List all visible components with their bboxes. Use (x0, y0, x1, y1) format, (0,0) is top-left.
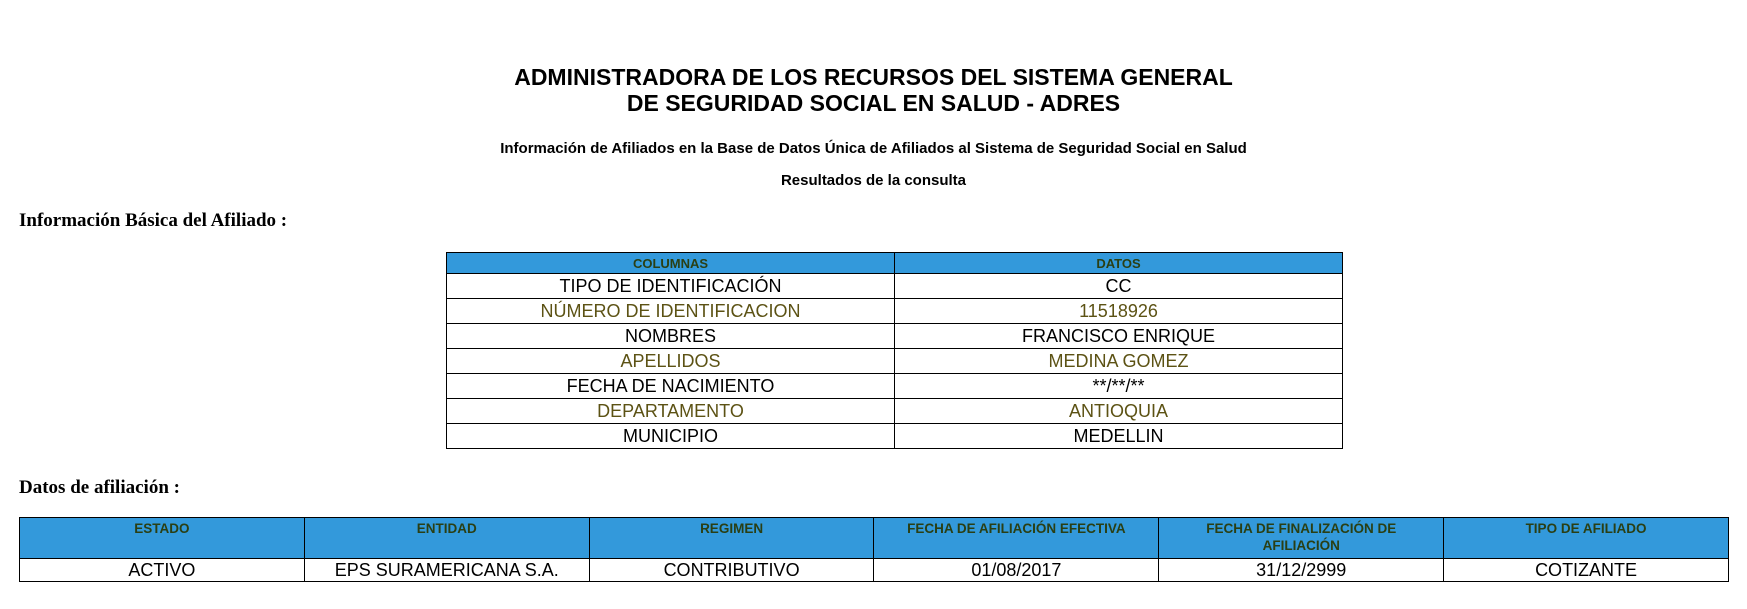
table-row (447, 299, 1343, 324)
row-label: NÚMERO DE IDENTIFICACION (447, 299, 895, 324)
tipo-afiliado-cell: COTIZANTE (1444, 559, 1729, 582)
row-label: APELLIDOS (447, 349, 895, 374)
column-header-estado: ESTADO (20, 518, 305, 559)
column-header-fecha-afiliacion: FECHA DE AFILIACIÓN EFECTIVA (874, 518, 1159, 559)
row-value: FRANCISCO ENRIQUE (895, 324, 1343, 349)
basic-info-table (446, 252, 1343, 449)
row-value: 11518926 (895, 299, 1343, 324)
table-row (447, 349, 1343, 374)
column-header-fecha-finalizacion: FECHA DE FINALIZACIÓN DE AFILIACIÓN (1159, 518, 1444, 559)
fecha-afiliacion-cell: 01/08/2017 (874, 559, 1159, 582)
column-header-datos: DATOS (895, 253, 1343, 274)
row-label: MUNICIPIO (447, 424, 895, 449)
fecha-finalizacion-cell: 31/12/2999 (1159, 559, 1444, 582)
affiliation-table (19, 517, 1729, 582)
table-row (20, 559, 1729, 582)
row-label: TIPO DE IDENTIFICACIÓN (447, 274, 895, 299)
table-row (447, 274, 1343, 299)
column-header-entidad: ENTIDAD (304, 518, 589, 559)
row-value: CC (895, 274, 1343, 299)
basic-info-section-title: Información Básica del Afiliado : (19, 210, 288, 231)
title-line-2: DE SEGURIDAD SOCIAL EN SALUD - ADRES (626, 90, 1121, 116)
row-value: ANTIOQUIA (895, 399, 1343, 424)
row-label: DEPARTAMENTO (447, 399, 895, 424)
table-row (447, 374, 1343, 399)
table-header-row (20, 518, 1729, 559)
table-row (447, 324, 1343, 349)
row-value: MEDELLIN (895, 424, 1343, 449)
row-value: MEDINA GOMEZ (895, 349, 1343, 374)
table-row (447, 399, 1343, 424)
title-line-1: ADMINISTRADORA DE LOS RECURSOS DEL SISTEMA GENERAL (514, 64, 1233, 90)
row-label: NOMBRES (447, 324, 895, 349)
table-header-row (447, 253, 1343, 274)
estado-cell: ACTIVO (20, 559, 305, 582)
column-header-tipo-afiliado: TIPO DE AFILIADO (1444, 518, 1729, 559)
column-header-columnas: COLUMNAS (447, 253, 895, 274)
row-value: **/**/** (895, 374, 1343, 399)
page-header (0, 64, 1747, 116)
row-label: FECHA DE NACIMIENTO (447, 374, 895, 399)
column-header-regimen: REGIMEN (589, 518, 874, 559)
page-subtitle: Información de Afiliados en la Base de Datos Única de Afiliados al Sistema de Seguridad Social en Salud (500, 140, 1247, 157)
table-row (447, 424, 1343, 449)
page-title (0, 64, 1747, 116)
results-label: Resultados de la consulta (780, 172, 967, 189)
affiliation-section-title: Datos de afiliación : (19, 477, 180, 498)
entidad-cell: EPS SURAMERICANA S.A. (304, 559, 589, 582)
regimen-cell: CONTRIBUTIVO (589, 559, 874, 582)
